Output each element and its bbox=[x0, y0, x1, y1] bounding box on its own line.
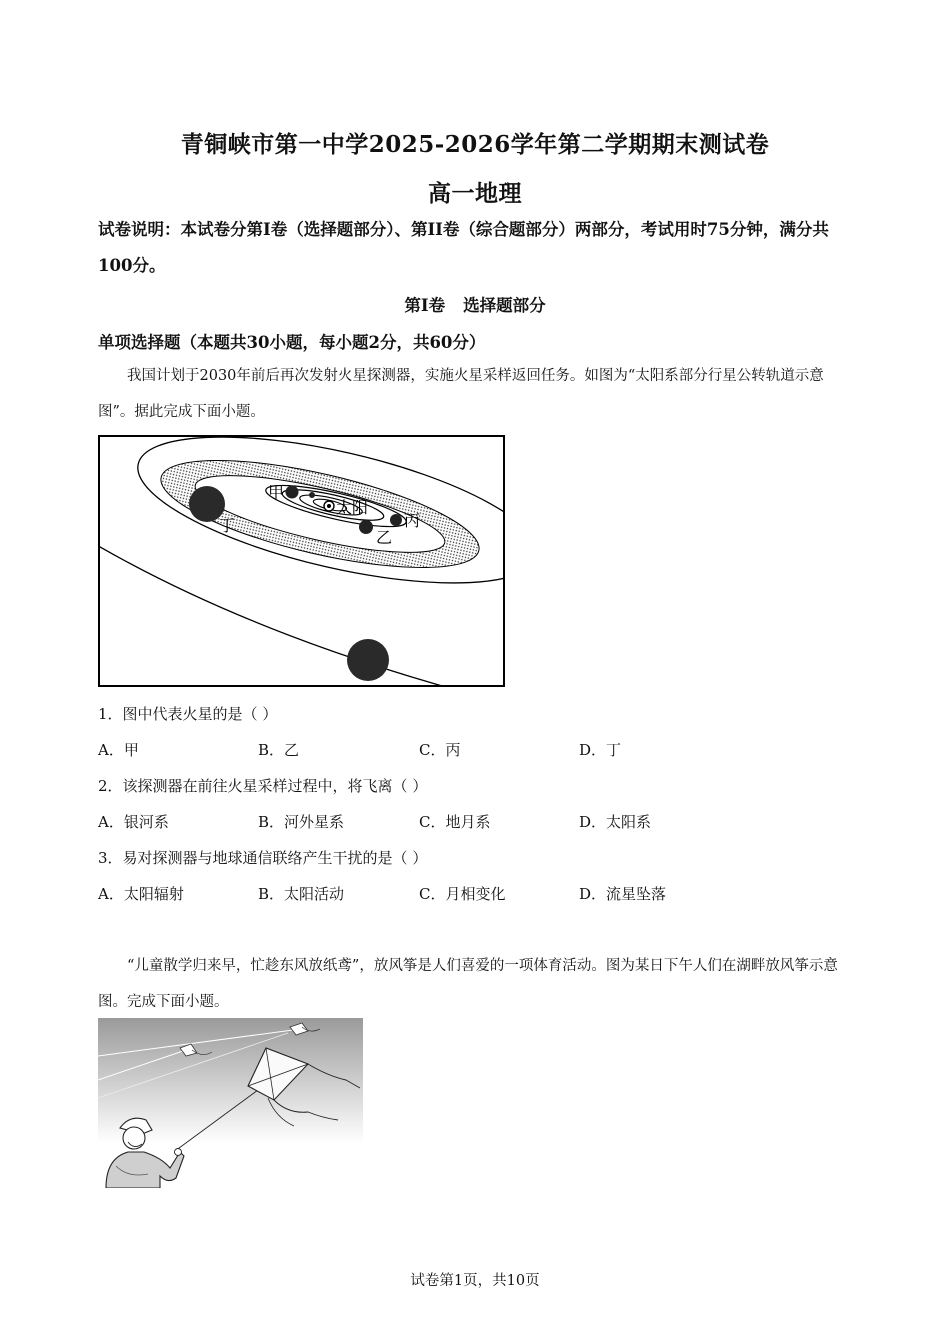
exam-title: 青铜峡市第一中学2025-2026学年第二学期期末测试卷 bbox=[180, 131, 770, 158]
option-a: A．甲 bbox=[98, 741, 139, 759]
option-d: D．流星坠落 bbox=[579, 885, 667, 903]
label-jia: 甲 bbox=[268, 483, 285, 502]
section-name: 选择题部分 bbox=[463, 296, 546, 315]
option-b: B．太阳活动 bbox=[258, 885, 345, 903]
kite-flying-figure bbox=[98, 1018, 363, 1188]
page-footer: 试卷第1页，共10页 bbox=[410, 1273, 540, 1289]
question-1: 1．图中代表火星的是（ ） bbox=[98, 705, 278, 723]
solar-system-figure bbox=[98, 435, 505, 687]
option-a: A．太阳辐射 bbox=[98, 885, 184, 903]
exam-instructions: 试卷说明：本试卷分第I卷（选择题部分）、第II卷（综合题部分）两部分，考试用时75分钟，满分共100分。 bbox=[98, 220, 829, 275]
section-heading bbox=[0, 292, 950, 316]
option-d: D．太阳系 bbox=[579, 813, 652, 831]
section-volume: 第I卷 bbox=[404, 296, 446, 315]
option-c: C．地月系 bbox=[419, 813, 491, 831]
label-ding: 丁 bbox=[219, 516, 236, 535]
option-c: C．月相变化 bbox=[419, 885, 506, 903]
question-2: 2．该探测器在前往火星采样过程中，将飞离（ ） bbox=[98, 777, 428, 795]
label-sun: 太阳 bbox=[336, 498, 369, 517]
option-c: C．丙 bbox=[419, 741, 461, 759]
single-choice-heading: 单项选择题（本题共30小题，每小题2分，共60分） bbox=[98, 333, 486, 352]
option-b: B．河外星系 bbox=[258, 813, 345, 831]
question-3: 3．易对探测器与地球通信联络产生干扰的是（ ） bbox=[98, 849, 428, 867]
group2-passage: “儿童散学归来早，忙趁东风放纸鸢”，放风筝是人们喜爱的一项体育活动。图为某日下午人们在湖畔放风筝示意图。完成下面小题。 bbox=[98, 958, 838, 1010]
subject-title: 高一地理 bbox=[428, 180, 522, 207]
group1-passage: 我国计划于2030年前后再次发射火星探测器，实施火星采样返回任务。如图为“太阳系部分行星公转轨道示意图”。据此完成下面小题。 bbox=[98, 368, 824, 420]
label-yi: 乙 bbox=[376, 528, 393, 547]
option-b: B．乙 bbox=[258, 741, 300, 759]
label-bing: 丙 bbox=[404, 511, 421, 530]
option-d: D．丁 bbox=[579, 741, 622, 759]
option-a: A．银河系 bbox=[98, 813, 169, 831]
